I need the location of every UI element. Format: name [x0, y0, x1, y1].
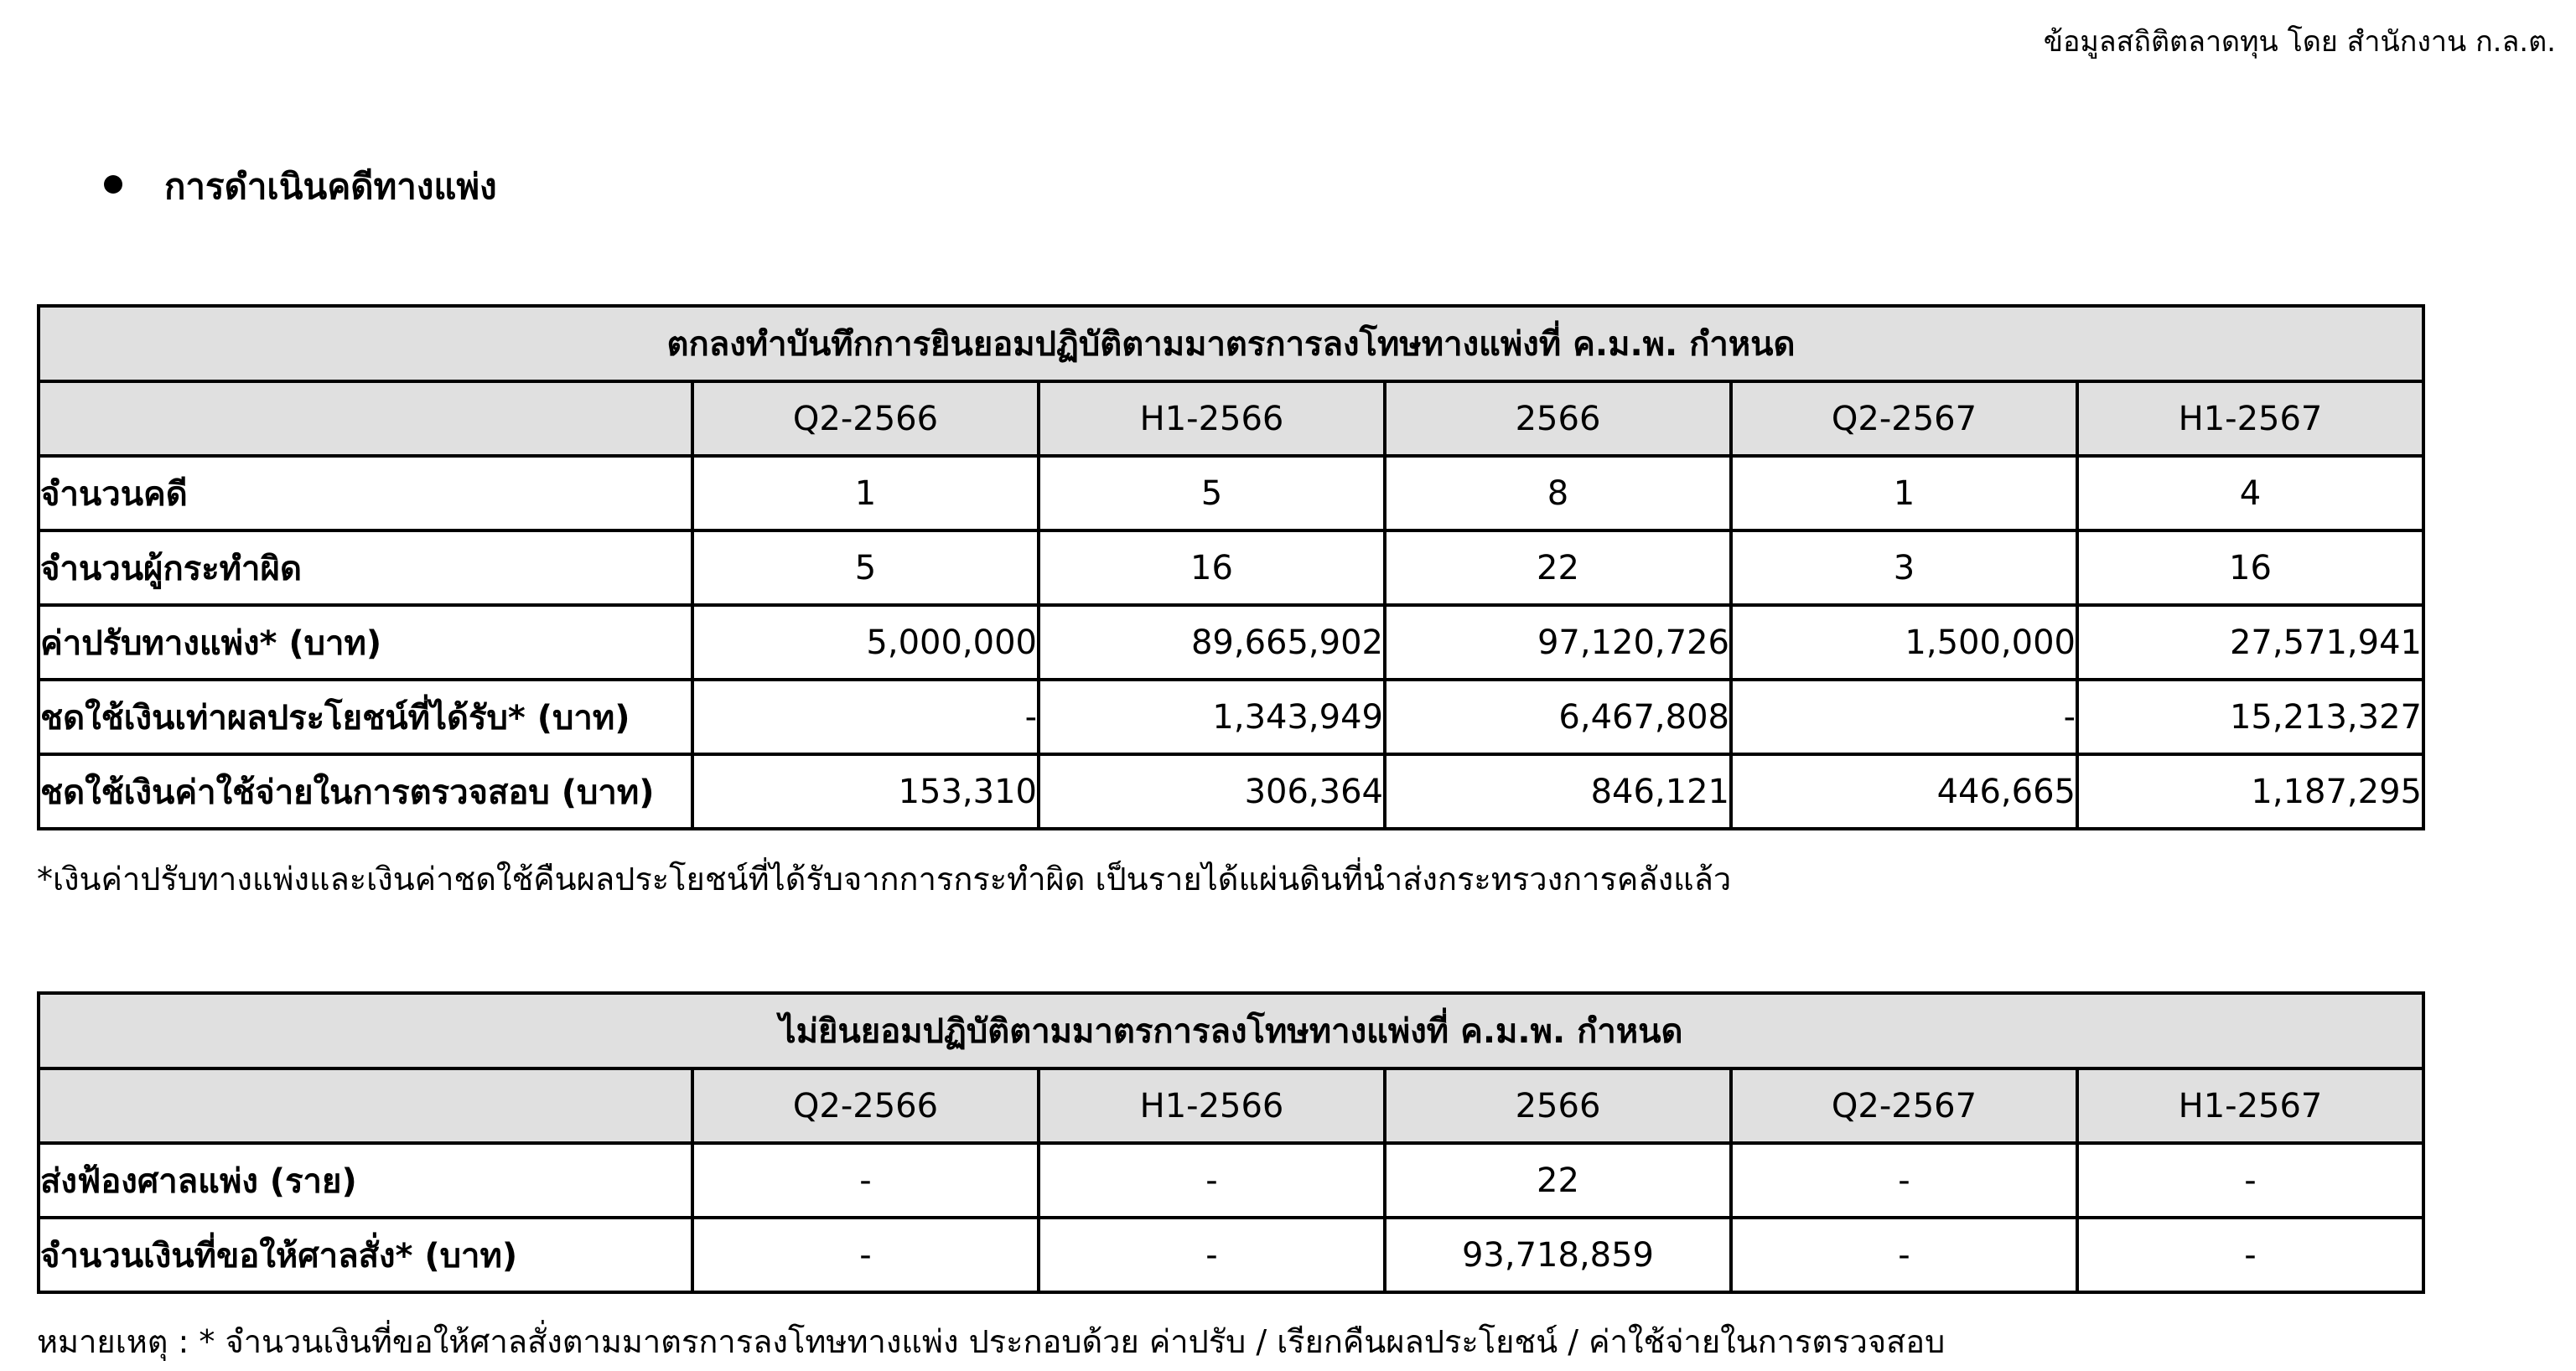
table-row: [39, 754, 2423, 829]
header-corner: [39, 381, 692, 456]
row-label: ส่งฟ้องศาลแพ่ง (ราย): [39, 1143, 692, 1218]
column-header: 2566: [1385, 381, 1731, 456]
table-row: [39, 605, 2423, 680]
header-corner: [39, 1068, 692, 1143]
table-row: [39, 1218, 2423, 1292]
table-cell: 22: [1385, 1143, 1731, 1218]
settlement-table: [37, 304, 2425, 830]
table-header-row: [39, 1068, 2423, 1143]
source-credit: ข้อมูลสถิติตลาดทุน โดย สำนักงาน ก.ล.ต.: [2043, 25, 2556, 59]
table-row: [39, 1143, 2423, 1218]
table-cell: 27,571,941: [2077, 605, 2423, 680]
table-cell: 93,718,859: [1385, 1218, 1731, 1292]
table-cell: 8: [1385, 456, 1731, 530]
table-cell: 15,213,327: [2077, 680, 2423, 754]
table-cell: -: [1731, 1218, 2077, 1292]
table-cell: 5: [692, 530, 1039, 605]
table-title-row: [39, 306, 2423, 381]
row-label: จำนวนคดี: [39, 456, 692, 530]
table-row: [39, 456, 2423, 530]
table-cell: -: [692, 1218, 1039, 1292]
table-cell: -: [1039, 1218, 1385, 1292]
table-cell: -: [1731, 680, 2077, 754]
table-cell: 4: [2077, 456, 2423, 530]
table-cell: 16: [1039, 530, 1385, 605]
non-settlement-table: [37, 991, 2425, 1294]
table-cell: 22: [1385, 530, 1731, 605]
table-cell: 1: [1731, 456, 2077, 530]
table-header-row: [39, 381, 2423, 456]
table-cell: 5,000,000: [692, 605, 1039, 680]
section-heading: การดำเนินคดีทางแพ่ง: [164, 166, 497, 207]
table-title-row: [39, 993, 2423, 1068]
table-row: [39, 680, 2423, 754]
table-cell: 3: [1731, 530, 2077, 605]
row-label: จำนวนเงินที่ขอให้ศาลสั่ง* (บาท): [39, 1218, 692, 1292]
table-cell: 89,665,902: [1039, 605, 1385, 680]
row-label: ค่าปรับทางแพ่ง* (บาท): [39, 605, 692, 680]
table-cell: 446,665: [1731, 754, 2077, 829]
table-cell: 5: [1039, 456, 1385, 530]
column-header: H1-2566: [1039, 381, 1385, 456]
table-cell: 153,310: [692, 754, 1039, 829]
column-header: Q2-2567: [1731, 381, 2077, 456]
table-title: ตกลงทำบันทึกการยินยอมปฏิบัติตามมาตรการลงโทษทางแพ่งที่ ค.ม.พ. กำหนด: [39, 306, 2423, 381]
table1-footnote: *เงินค่าปรับทางแพ่งและเงินค่าชดใช้คืนผลประโยชน์ที่ได้รับจากการกระทำผิด เป็นรายได้แผ่นดินที่นำส่งกระทรวงการคลังแล้ว: [37, 861, 1732, 898]
column-header: H1-2566: [1039, 1068, 1385, 1143]
column-header: 2566: [1385, 1068, 1731, 1143]
table-cell: -: [1731, 1143, 2077, 1218]
row-label: ชดใช้เงินค่าใช้จ่ายในการตรวจสอบ (บาท): [39, 754, 692, 829]
table-cell: -: [2077, 1143, 2423, 1218]
table-cell: 6,467,808: [1385, 680, 1731, 754]
table-cell: 306,364: [1039, 754, 1385, 829]
column-header: H1-2567: [2077, 381, 2423, 456]
table-cell: 16: [2077, 530, 2423, 605]
bullet-icon: [104, 175, 122, 194]
table-cell: 1,500,000: [1731, 605, 2077, 680]
column-header: H1-2567: [2077, 1068, 2423, 1143]
table-cell: 1,343,949: [1039, 680, 1385, 754]
table-cell: -: [692, 680, 1039, 754]
row-label: ชดใช้เงินเท่าผลประโยชน์ที่ได้รับ* (บาท): [39, 680, 692, 754]
table-row: [39, 530, 2423, 605]
table2-footnote: หมายเหตุ : * จำนวนเงินที่ขอให้ศาลสั่งตามมาตรการลงโทษทางแพ่ง ประกอบด้วย ค่าปรับ / เรียกคืนผลประโยชน์ / ค่าใช้จ่ายในการตรวจสอบ: [37, 1323, 1946, 1360]
column-header: Q2-2566: [692, 1068, 1039, 1143]
table-cell: 1: [692, 456, 1039, 530]
table-cell: 846,121: [1385, 754, 1731, 829]
table-cell: -: [1039, 1143, 1385, 1218]
table-cell: -: [2077, 1218, 2423, 1292]
column-header: Q2-2567: [1731, 1068, 2077, 1143]
table-cell: -: [692, 1143, 1039, 1218]
column-header: Q2-2566: [692, 381, 1039, 456]
table-title: ไม่ยินยอมปฏิบัติตามมาตรการลงโทษทางแพ่งที่ ค.ม.พ. กำหนด: [39, 993, 2423, 1068]
table-cell: 97,120,726: [1385, 605, 1731, 680]
row-label: จำนวนผู้กระทำผิด: [39, 530, 692, 605]
table-cell: 1,187,295: [2077, 754, 2423, 829]
